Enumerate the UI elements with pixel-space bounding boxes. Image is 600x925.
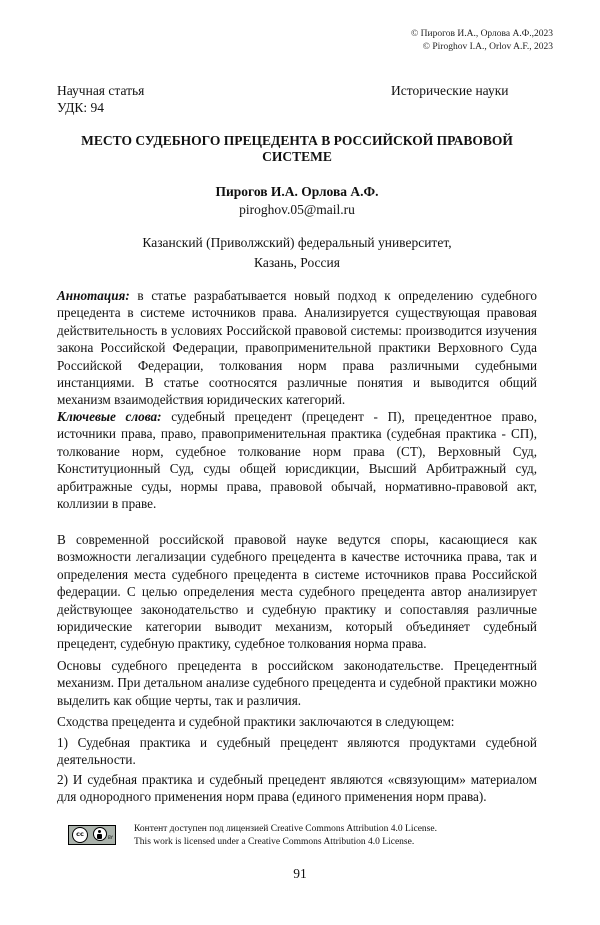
- body-paragraph-4: 1) Судебная практика и судебный прецедент являются продуктами судебной деятельности.: [57, 735, 537, 768]
- affiliation-block: [57, 233, 537, 273]
- abstract-label: Аннотация:: [57, 288, 130, 303]
- author-email: piroghov.05@mail.ru: [239, 202, 355, 217]
- science-field: Исторические науки: [391, 83, 509, 98]
- license-line-en: This work is licensed under a Creative Commons Attribution 4.0 License.: [134, 837, 415, 847]
- keywords-label: Ключевые слова:: [57, 409, 162, 424]
- affiliation-line-2: Казань, Россия: [254, 255, 340, 270]
- copyright-line-ru: © Пирогов И.А., Орлова А.Ф.,2023: [411, 29, 553, 39]
- body-paragraph-2: Основы судебного прецедента в российском законодательстве. Прецедентный механизм. При детальном анализе судебного прецедента и судебной практики можно выделить как общие черты, так и различия.: [57, 658, 537, 708]
- body-paragraph-3: Сходства прецедента и судебной практики заключаются в следующем:: [57, 714, 455, 729]
- abstract-paragraph: [57, 287, 537, 409]
- page-number: 91: [293, 866, 307, 881]
- copyright-line-en: © Piroghov I.A., Orlov A.F., 2023: [422, 41, 553, 52]
- body-paragraph-5: 2) И судебная практика и судебный прецедент являются «связующим» материалом для однородного применения норм права (единого применения норм права).: [57, 772, 537, 805]
- body-paragraph-1: В современной российской правовой науке ведутся споры, касающиеся как возможности легализации судебного прецедента в качестве источника права, так и определения места судебного прецедента в системе источников права Российской федерации. С целью определения места судебного прецедента автор анализирует действующее законодательство и судебную практику и сопоставляя различные юридические категории выводит механизм, который объединяет судебный прецедент, судебную практику, судебное толкования норма права.: [57, 532, 537, 652]
- license-text: [134, 823, 437, 849]
- license-block: [68, 823, 538, 853]
- license-line-ru: Контент доступен под лицензией Creative Commons Attribution 4.0 License.: [134, 824, 437, 834]
- abstract-text: в статье разрабатывается новый подход к определению судебного прецедента в системе источников права. Анализируется существующая правовая действительность в условиях Российской правовой системы: производится изучения закона Российской Федерации, правоприменительной практики Верховного Суда Российской Федерации, толкования норм права различными судебными инстанциями. В статье соотносятся различные понятия и выводится общий механизм взаимодействия юридических категорий.: [57, 288, 537, 408]
- article-type: Научная статья: [57, 83, 145, 98]
- cc-icon: cc: [72, 827, 88, 843]
- person-attribution-icon: [93, 827, 107, 841]
- affiliation-line-1: Казанский (Приволжский) федеральный университет,: [142, 235, 452, 250]
- keywords-paragraph: [57, 408, 537, 512]
- udc-code: УДК: 94: [57, 100, 105, 115]
- author-names: Пирогов И.А. Орлова А.Ф.: [215, 184, 379, 199]
- cc-by-license-icon[interactable]: [68, 825, 116, 845]
- copyright-notice: [411, 28, 553, 53]
- article-title: МЕСТО СУДЕБНОГО ПРЕЦЕДЕНТА В РОССИЙСКОЙ ПРАВОВОЙ СИСТЕМЕ: [81, 133, 513, 164]
- authors-block: [57, 183, 537, 219]
- by-label: BY: [108, 835, 113, 840]
- article-meta: [57, 82, 537, 116]
- keywords-text: судебный прецедент (прецедент - П), прецедентное право, источники права, право, правоприменительная практика (судебная практика - СП), толкование норм, судебное толкование норм права (СТ), Верховный Суд, Конституционный Суд, суды общей юрисдикции, Высший Арбитражный суд, арбитражные суды, нормы права, правовой обычай, нормативно-правовой акт, коллизии в праве.: [57, 409, 537, 512]
